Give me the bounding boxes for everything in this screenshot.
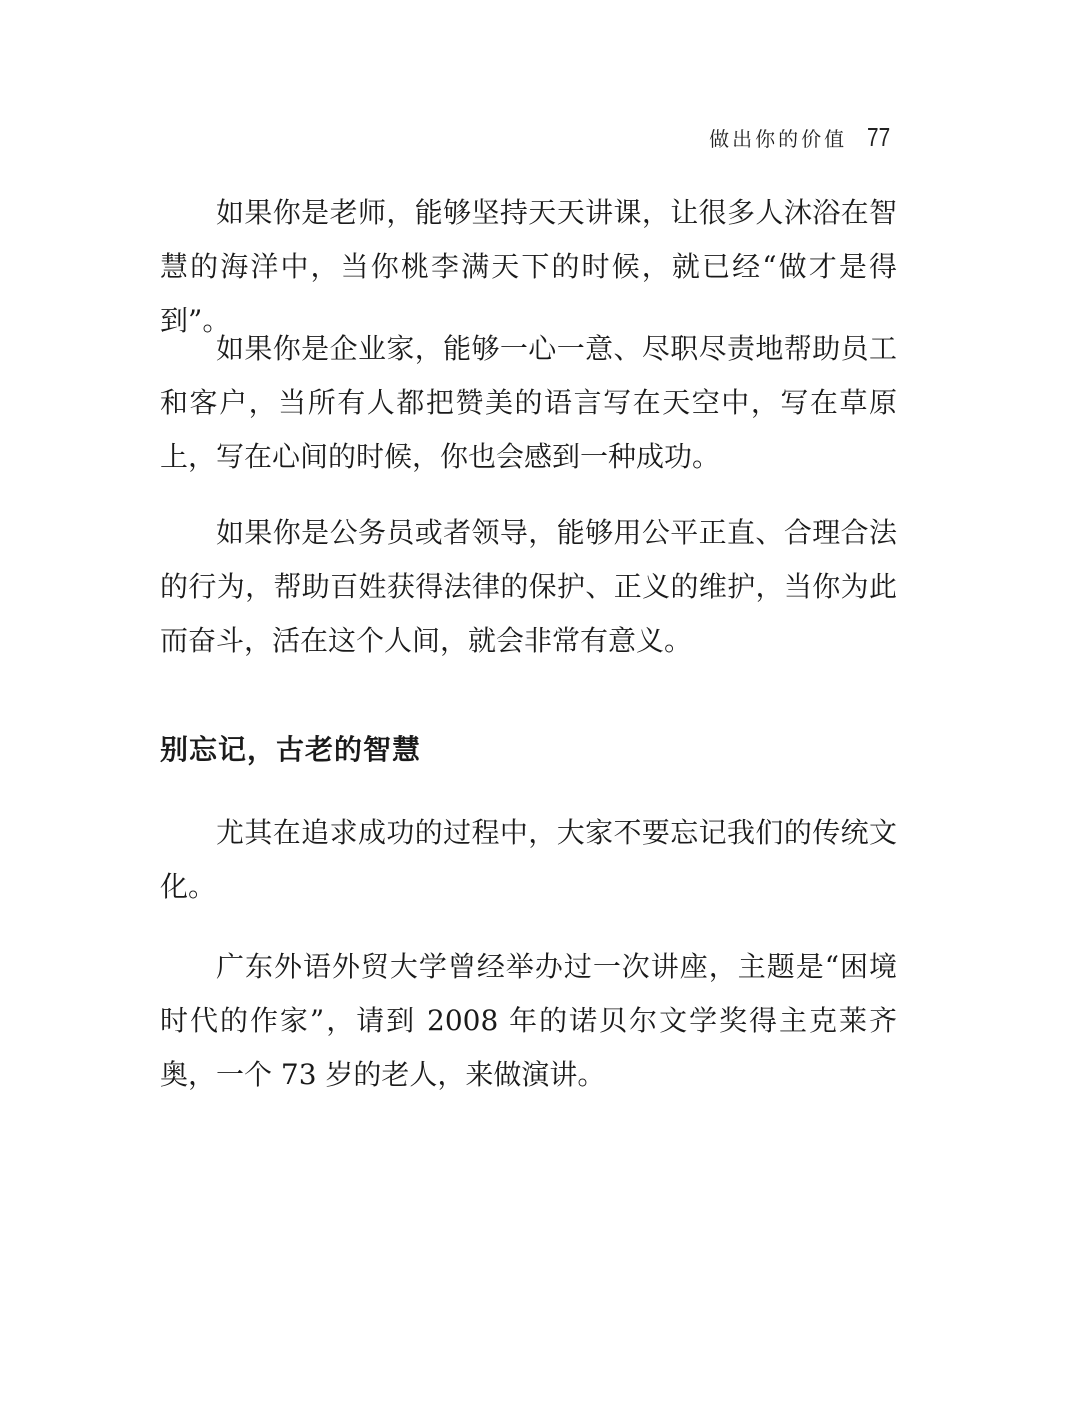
running-header — [709, 122, 896, 158]
running-title: 做出你的价值 — [709, 127, 848, 151]
paragraph-civil-servant: 如果你是公务员或者领导，能够用公平正直、合理合法的行为，帮助百姓获得法律的保护、正义的维护，当你为此而奋斗，活在这个人间，就会非常有意义。 — [160, 516, 897, 657]
page-number: 77 — [867, 122, 891, 152]
section-heading: 别忘记，古老的智慧 — [160, 733, 422, 766]
paragraph-lecture: 广东外语外贸大学曾经举办过一次讲座，主题是“困境时代的作家”，请到 2008 年的诺贝尔文学奖得主克莱齐奥，一个 73 岁的老人，来做演讲。 — [160, 950, 897, 1091]
paragraph-entrepreneur: 如果你是企业家，能够一心一意、尽职尽责地帮助员工和客户，当所有人都把赞美的语言写在天空中，写在草原上，写在心间的时候，你也会感到一种成功。 — [160, 332, 897, 473]
paragraph-tradition: 尤其在追求成功的过程中，大家不要忘记我们的传统文化。 — [160, 816, 897, 903]
paragraph-teacher: 如果你是老师，能够坚持天天讲课，让很多人沐浴在智慧的海洋中，当你桃李满天下的时候，就已经“做才是得到”。 — [160, 196, 897, 337]
